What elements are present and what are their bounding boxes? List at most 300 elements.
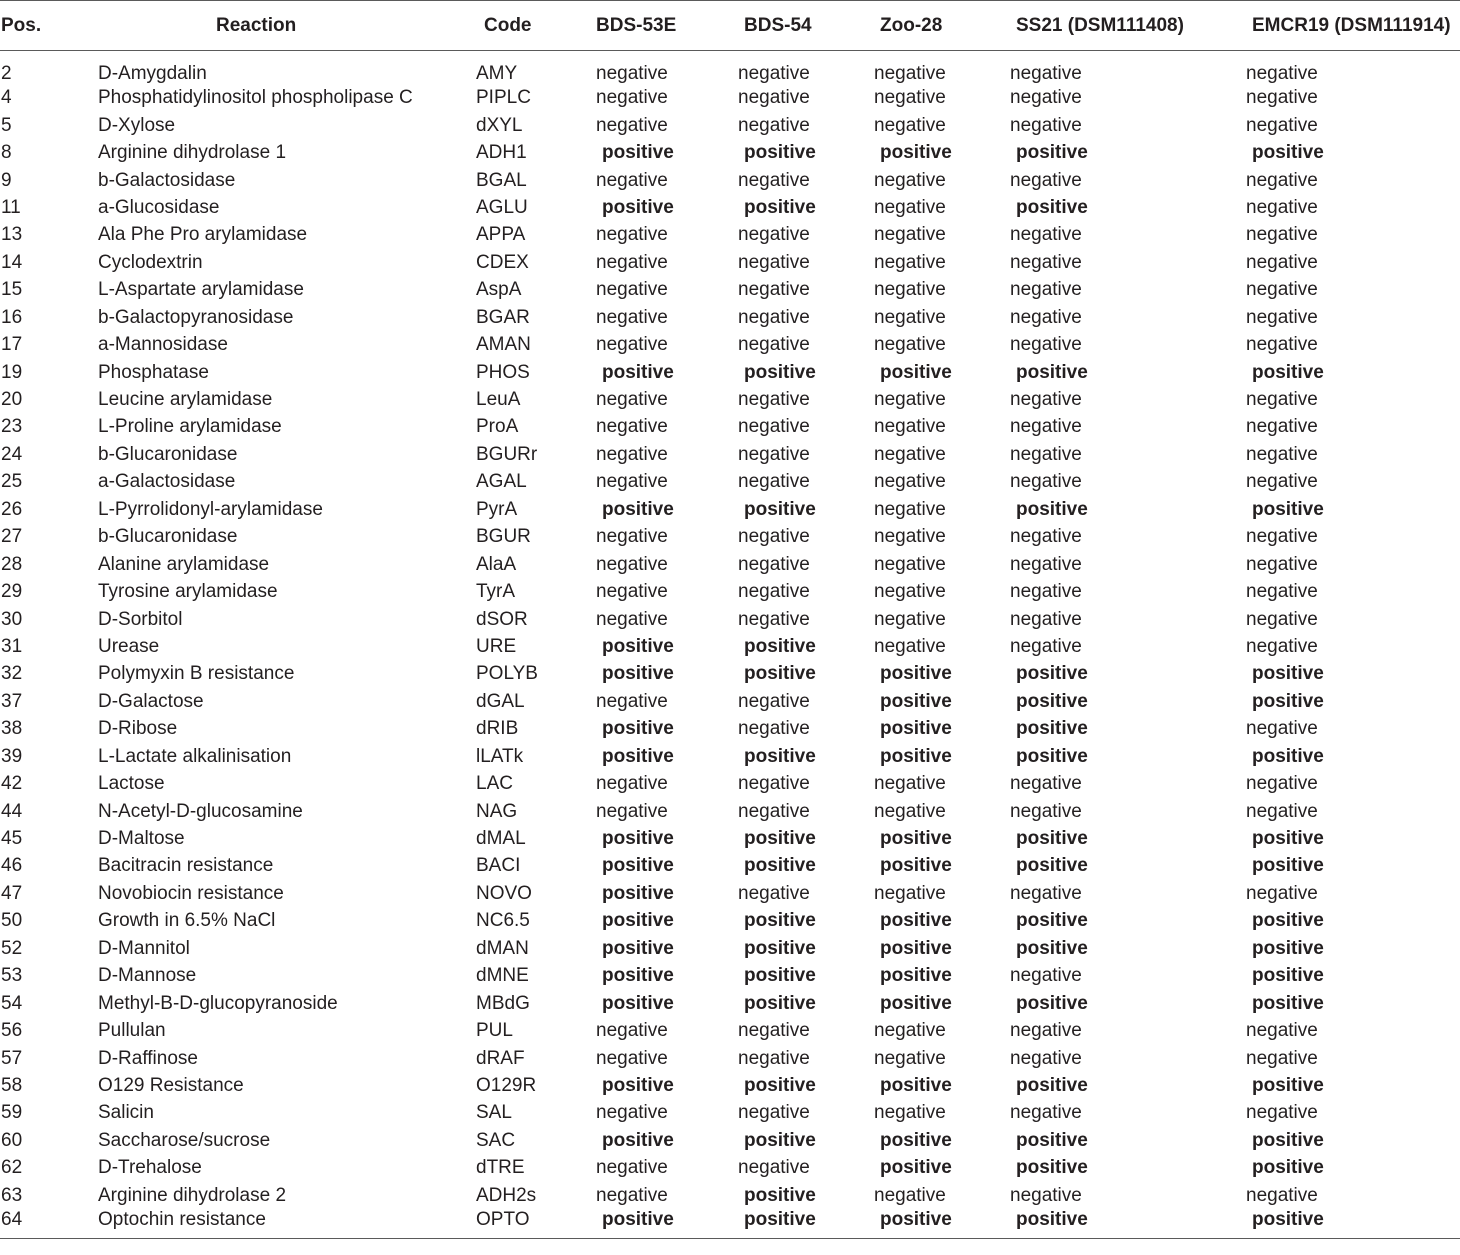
header-strain-bds-54: BDS-54 xyxy=(738,1,874,51)
cell-result: negative xyxy=(1246,1102,1318,1124)
cell-result: negative xyxy=(738,471,810,493)
cell-result: negative xyxy=(1246,196,1318,218)
cell-code: ADH2s xyxy=(476,1184,537,1206)
cell-result: positive xyxy=(880,828,952,850)
cell-reaction: Cyclodextrin xyxy=(98,251,203,273)
cell-pos: 56 xyxy=(1,1020,23,1042)
cell-result: negative xyxy=(596,1020,668,1042)
table-row xyxy=(0,1017,1460,1044)
cell-code: dRIB xyxy=(476,718,519,740)
cell-result: negative xyxy=(874,1020,946,1042)
cell-code: AGAL xyxy=(476,471,527,493)
cell-result: negative xyxy=(738,553,810,575)
cell-pos: 26 xyxy=(1,498,23,520)
cell-result: positive xyxy=(1016,910,1088,932)
cell-result: negative xyxy=(1246,581,1318,603)
cell-pos: 39 xyxy=(1,745,23,767)
cell-result: positive xyxy=(738,1209,874,1239)
cell-reaction: Saccharose/sucrose xyxy=(98,1129,271,1151)
cell-code: CDEX xyxy=(476,251,529,273)
cell-result: positive xyxy=(1252,855,1324,877)
cell-result: positive xyxy=(602,663,674,685)
cell-result: negative xyxy=(596,443,668,465)
cell-result: positive xyxy=(880,1074,952,1096)
cell-result: positive xyxy=(1016,663,1088,685)
cell-result: negative xyxy=(1010,526,1082,548)
header-pos: Pos. xyxy=(0,1,98,51)
cell-result: positive xyxy=(1016,1074,1088,1096)
cell-result: negative xyxy=(596,1157,668,1179)
table-row xyxy=(0,111,1460,138)
cell-pos: 25 xyxy=(1,471,23,493)
cell-code: MBdG xyxy=(476,992,530,1014)
table-row xyxy=(0,441,1460,468)
cell-result: positive xyxy=(602,745,674,767)
cell-code: OPTO xyxy=(476,1209,596,1239)
cell-result: negative xyxy=(874,87,946,109)
cell-result: negative xyxy=(738,443,810,465)
cell-result: negative xyxy=(738,526,810,548)
cell-result: negative xyxy=(1010,965,1082,987)
table-row xyxy=(0,249,1460,276)
cell-result: positive xyxy=(1016,828,1088,850)
cell-code: PUL xyxy=(476,1020,513,1042)
cell-pos: 13 xyxy=(1,224,23,246)
cell-result: positive xyxy=(744,635,816,657)
cell-result: positive xyxy=(744,498,816,520)
cell-pos: 60 xyxy=(1,1129,23,1151)
cell-result: positive xyxy=(1252,361,1324,383)
cell-pos: 62 xyxy=(1,1157,23,1179)
table-row xyxy=(0,166,1460,193)
cell-result: positive xyxy=(880,690,952,712)
table-row xyxy=(0,797,1460,824)
table-row xyxy=(0,880,1460,907)
cell-result: negative xyxy=(596,251,668,273)
cell-result: negative xyxy=(1246,63,1318,84)
cell-result: positive xyxy=(1016,1157,1088,1179)
cell-result: negative xyxy=(874,114,946,136)
table-row xyxy=(0,633,1460,660)
cell-reaction: Tyrosine arylamidase xyxy=(98,581,278,603)
cell-pos: 64 xyxy=(0,1209,98,1239)
table-row xyxy=(0,907,1460,934)
cell-pos: 16 xyxy=(1,306,23,328)
cell-result: negative xyxy=(596,1047,668,1069)
cell-result: positive xyxy=(744,361,816,383)
cell-result: negative xyxy=(738,690,810,712)
table-row xyxy=(0,770,1460,797)
cell-code: PHOS xyxy=(476,361,530,383)
cell-result: negative xyxy=(874,251,946,273)
cell-result: negative xyxy=(596,389,668,411)
cell-result: negative xyxy=(1246,471,1318,493)
cell-code: BACI xyxy=(476,855,521,877)
cell-result: positive xyxy=(744,142,816,164)
cell-code: NAG xyxy=(476,800,518,822)
cell-result: positive xyxy=(602,937,674,959)
table-row xyxy=(0,523,1460,550)
cell-reaction: a-Galactosidase xyxy=(98,471,236,493)
cell-result: positive xyxy=(602,882,674,904)
cell-result: negative xyxy=(596,334,668,356)
table-row xyxy=(0,413,1460,440)
cell-result: negative xyxy=(596,773,668,795)
cell-result: positive xyxy=(602,855,674,877)
cell-result: negative xyxy=(596,581,668,603)
cell-result: positive xyxy=(744,745,816,767)
cell-reaction: D-Trehalose xyxy=(98,1157,202,1179)
table-row xyxy=(0,386,1460,413)
cell-pos: 27 xyxy=(1,526,23,548)
table-row xyxy=(0,550,1460,577)
cell-result: negative xyxy=(596,169,668,191)
table-row xyxy=(0,304,1460,331)
cell-reaction: D-Xylose xyxy=(98,114,176,136)
cell-result: negative xyxy=(596,800,668,822)
cell-code: BGUR xyxy=(476,526,531,548)
cell-result: negative xyxy=(1010,471,1082,493)
cell-result: negative xyxy=(874,882,946,904)
cell-result: positive xyxy=(602,196,674,218)
header-strain-ss21: SS21 (DSM111408) xyxy=(1010,1,1246,51)
cell-result: negative xyxy=(874,553,946,575)
cell-result: negative xyxy=(1010,581,1082,603)
table-row xyxy=(0,358,1460,385)
cell-code: dSOR xyxy=(476,608,528,630)
cell-reaction: D-Mannitol xyxy=(98,937,190,959)
cell-result: positive xyxy=(1252,745,1324,767)
cell-result: positive xyxy=(602,992,674,1014)
cell-code: dMAL xyxy=(476,828,526,850)
cell-result: negative xyxy=(596,63,668,84)
cell-pos: 37 xyxy=(1,690,23,712)
cell-result: negative xyxy=(874,416,946,438)
cell-result: positive xyxy=(880,855,952,877)
cell-result: negative xyxy=(738,800,810,822)
cell-result: positive xyxy=(602,910,674,932)
cell-reaction: Arginine dihydrolase 2 xyxy=(98,1184,287,1206)
header-strain-emcr19: EMCR19 (DSM111914) xyxy=(1246,1,1460,51)
cell-pos: 52 xyxy=(1,937,23,959)
table-row xyxy=(0,1209,1460,1239)
cell-result: positive xyxy=(1252,498,1324,520)
cell-code: lLATk xyxy=(476,745,524,767)
cell-code: NC6.5 xyxy=(476,910,530,932)
cell-reaction: Ala Phe Pro arylamidase xyxy=(98,224,308,246)
cell-result: positive xyxy=(1016,142,1088,164)
cell-result: negative xyxy=(874,63,946,84)
table-row xyxy=(0,715,1460,742)
cell-pos: 58 xyxy=(1,1074,23,1096)
cell-reaction: Salicin xyxy=(98,1102,154,1124)
cell-result: negative xyxy=(596,553,668,575)
cell-result: positive xyxy=(1016,361,1088,383)
cell-result: negative xyxy=(1246,279,1318,301)
cell-reaction: D-Amygdalin xyxy=(98,63,207,84)
cell-result: positive xyxy=(1016,196,1088,218)
table-row xyxy=(0,578,1460,605)
cell-result: negative xyxy=(1010,306,1082,328)
cell-result: negative xyxy=(874,334,946,356)
table-row xyxy=(0,468,1460,495)
cell-result: negative xyxy=(1246,1184,1318,1206)
cell-result: positive xyxy=(1016,498,1088,520)
cell-reaction: L-Aspartate arylamidase xyxy=(98,279,304,301)
cell-reaction: Arginine dihydrolase 1 xyxy=(98,142,287,164)
cell-result: positive xyxy=(880,910,952,932)
cell-pos: 19 xyxy=(1,361,23,383)
cell-code: AlaA xyxy=(476,553,517,575)
cell-reaction: D-Sorbitol xyxy=(98,608,183,630)
table-row xyxy=(0,1154,1460,1181)
cell-code: BGAL xyxy=(476,169,527,191)
header-strain-bds-53e: BDS-53E xyxy=(596,1,738,51)
cell-result: positive xyxy=(744,828,816,850)
cell-result: positive xyxy=(874,1209,1010,1239)
cell-result: positive xyxy=(744,992,816,1014)
table-row xyxy=(0,1182,1460,1209)
cell-reaction: D-Mannose xyxy=(98,965,197,987)
cell-pos: 29 xyxy=(1,581,23,603)
cell-result: positive xyxy=(880,361,952,383)
cell-result: negative xyxy=(1246,773,1318,795)
cell-code: BGURr xyxy=(476,443,538,465)
cell-result: negative xyxy=(874,443,946,465)
cell-result: negative xyxy=(738,306,810,328)
cell-result: negative xyxy=(1246,443,1318,465)
cell-result: negative xyxy=(596,690,668,712)
table-row xyxy=(0,852,1460,879)
cell-result: negative xyxy=(874,581,946,603)
cell-code: dTRE xyxy=(476,1157,525,1179)
cell-pos: 14 xyxy=(1,251,23,273)
cell-result: negative xyxy=(874,1102,946,1124)
cell-result: positive xyxy=(744,855,816,877)
cell-reaction: D-Maltose xyxy=(98,828,185,850)
cell-result: negative xyxy=(1010,635,1082,657)
cell-result: negative xyxy=(874,1047,946,1069)
cell-result: positive xyxy=(1010,1209,1246,1239)
cell-result: negative xyxy=(1010,389,1082,411)
cell-result: negative xyxy=(874,389,946,411)
cell-result: negative xyxy=(874,224,946,246)
cell-result: negative xyxy=(1246,526,1318,548)
cell-result: positive xyxy=(744,1129,816,1151)
cell-code: dMAN xyxy=(476,937,529,959)
cell-result: positive xyxy=(1252,910,1324,932)
cell-reaction: Alanine arylamidase xyxy=(98,553,270,575)
cell-pos: 8 xyxy=(1,142,12,164)
cell-result: negative xyxy=(1246,882,1318,904)
cell-result: positive xyxy=(1252,937,1324,959)
cell-reaction: b-Glucaronidase xyxy=(98,526,238,548)
cell-pos: 11 xyxy=(1,196,21,218)
cell-result: negative xyxy=(596,306,668,328)
cell-reaction: L-Proline arylamidase xyxy=(98,416,282,438)
cell-reaction: b-Galactosidase xyxy=(98,169,236,191)
cell-result: negative xyxy=(1246,1020,1318,1042)
cell-result: negative xyxy=(596,526,668,548)
cell-result: positive xyxy=(1252,828,1324,850)
cell-result: negative xyxy=(738,608,810,630)
table-row xyxy=(0,935,1460,962)
table-row xyxy=(0,962,1460,989)
cell-result: negative xyxy=(596,416,668,438)
table-header xyxy=(0,1,1460,51)
cell-result: negative xyxy=(1246,416,1318,438)
cell-result: negative xyxy=(1010,1102,1082,1124)
cell-result: negative xyxy=(596,608,668,630)
cell-result: negative xyxy=(1010,63,1082,84)
cell-code: LAC xyxy=(476,773,513,795)
cell-result: negative xyxy=(1010,87,1082,109)
cell-reaction: Polymyxin B resistance xyxy=(98,663,295,685)
cell-pos: 20 xyxy=(1,389,23,411)
cell-result: negative xyxy=(1010,553,1082,575)
table-row xyxy=(0,743,1460,770)
cell-result: positive xyxy=(1252,1157,1324,1179)
cell-reaction: Leucine arylamidase xyxy=(98,389,273,411)
cell-pos: 32 xyxy=(1,663,23,685)
cell-result: positive xyxy=(602,828,674,850)
cell-result: positive xyxy=(744,965,816,987)
cell-result: negative xyxy=(1246,800,1318,822)
cell-result: positive xyxy=(744,910,816,932)
cell-result: negative xyxy=(1010,251,1082,273)
table-row xyxy=(0,276,1460,303)
cell-result: negative xyxy=(1010,773,1082,795)
cell-code: AspA xyxy=(476,279,522,301)
cell-result: positive xyxy=(602,361,674,383)
cell-result: negative xyxy=(738,169,810,191)
cell-pos: 23 xyxy=(1,416,23,438)
cell-result: negative xyxy=(596,279,668,301)
cell-pos: 30 xyxy=(1,608,23,630)
cell-result: positive xyxy=(602,965,674,987)
table-row xyxy=(0,1072,1460,1099)
cell-pos: 45 xyxy=(1,828,23,850)
table-row xyxy=(0,688,1460,715)
cell-pos: 17 xyxy=(1,334,23,356)
cell-result: positive xyxy=(596,1209,738,1239)
cell-code: dMNE xyxy=(476,965,529,987)
cell-result: negative xyxy=(874,1184,946,1206)
cell-result: positive xyxy=(602,635,674,657)
cell-result: negative xyxy=(1246,114,1318,136)
cell-code: AMY xyxy=(476,63,518,84)
cell-pos: 9 xyxy=(1,169,12,191)
header-reaction: Reaction xyxy=(98,1,476,51)
cell-pos: 24 xyxy=(1,443,23,465)
cell-code: dGAL xyxy=(476,690,525,712)
cell-pos: 47 xyxy=(1,882,23,904)
cell-result: positive xyxy=(1246,1209,1460,1239)
table-row xyxy=(0,1127,1460,1154)
cell-result: negative xyxy=(1246,334,1318,356)
cell-code: ProA xyxy=(476,416,519,438)
table-row xyxy=(0,51,1460,85)
cell-code: URE xyxy=(476,635,517,657)
cell-result: positive xyxy=(880,745,952,767)
cell-result: positive xyxy=(1252,1129,1324,1151)
cell-result: negative xyxy=(738,114,810,136)
cell-reaction: L-Lactate alkalinisation xyxy=(98,745,292,767)
cell-result: negative xyxy=(1246,553,1318,575)
cell-result: positive xyxy=(880,1157,952,1179)
cell-result: negative xyxy=(738,251,810,273)
cell-pos: 63 xyxy=(1,1184,23,1206)
cell-code: TyrA xyxy=(476,581,516,603)
cell-reaction: a-Mannosidase xyxy=(98,334,228,356)
cell-result: negative xyxy=(1246,635,1318,657)
cell-pos: 46 xyxy=(1,855,23,877)
table-row xyxy=(0,221,1460,248)
cell-result: negative xyxy=(1246,306,1318,328)
cell-pos: 54 xyxy=(1,992,23,1014)
cell-result: positive xyxy=(1252,992,1324,1014)
cell-result: positive xyxy=(880,937,952,959)
cell-result: positive xyxy=(1016,855,1088,877)
cell-result: negative xyxy=(874,196,946,218)
cell-result: positive xyxy=(880,965,952,987)
table-row xyxy=(0,139,1460,166)
cell-result: positive xyxy=(602,498,674,520)
cell-code: AGLU xyxy=(476,196,528,218)
table-row xyxy=(0,496,1460,523)
cell-result: negative xyxy=(738,279,810,301)
cell-result: negative xyxy=(874,635,946,657)
table-row xyxy=(0,825,1460,852)
cell-pos: 50 xyxy=(1,910,23,932)
cell-result: positive xyxy=(744,937,816,959)
cell-reaction: Phosphatidylinositol phospholipase C xyxy=(98,87,413,109)
cell-code: PyrA xyxy=(476,498,518,520)
cell-code: PIPLC xyxy=(476,87,531,109)
cell-result: negative xyxy=(596,1102,668,1124)
cell-result: positive xyxy=(602,1074,674,1096)
cell-result: positive xyxy=(880,718,952,740)
cell-result: positive xyxy=(744,1184,816,1206)
cell-reaction: Growth in 6.5% NaCl xyxy=(98,910,276,932)
table-row xyxy=(0,660,1460,687)
cell-reaction: b-Galactopyranosidase xyxy=(98,306,294,328)
cell-result: positive xyxy=(880,1129,952,1151)
cell-result: negative xyxy=(738,882,810,904)
cell-result: negative xyxy=(1010,279,1082,301)
cell-result: negative xyxy=(874,498,946,520)
cell-result: positive xyxy=(1252,663,1324,685)
cell-result: positive xyxy=(880,142,952,164)
cell-code: APPA xyxy=(476,224,526,246)
table-row xyxy=(0,1044,1460,1071)
cell-pos: 28 xyxy=(1,553,23,575)
cell-result: negative xyxy=(874,773,946,795)
header-row xyxy=(0,1,1460,51)
cell-result: negative xyxy=(874,608,946,630)
cell-result: negative xyxy=(1246,224,1318,246)
cell-result: positive xyxy=(1016,992,1088,1014)
cell-result: negative xyxy=(596,87,668,109)
cell-pos: 38 xyxy=(1,718,23,740)
cell-result: negative xyxy=(1246,718,1318,740)
cell-result: negative xyxy=(738,87,810,109)
cell-result: negative xyxy=(1010,334,1082,356)
cell-result: negative xyxy=(874,306,946,328)
cell-result: negative xyxy=(596,224,668,246)
table-body xyxy=(0,51,1460,1239)
cell-result: negative xyxy=(1010,169,1082,191)
